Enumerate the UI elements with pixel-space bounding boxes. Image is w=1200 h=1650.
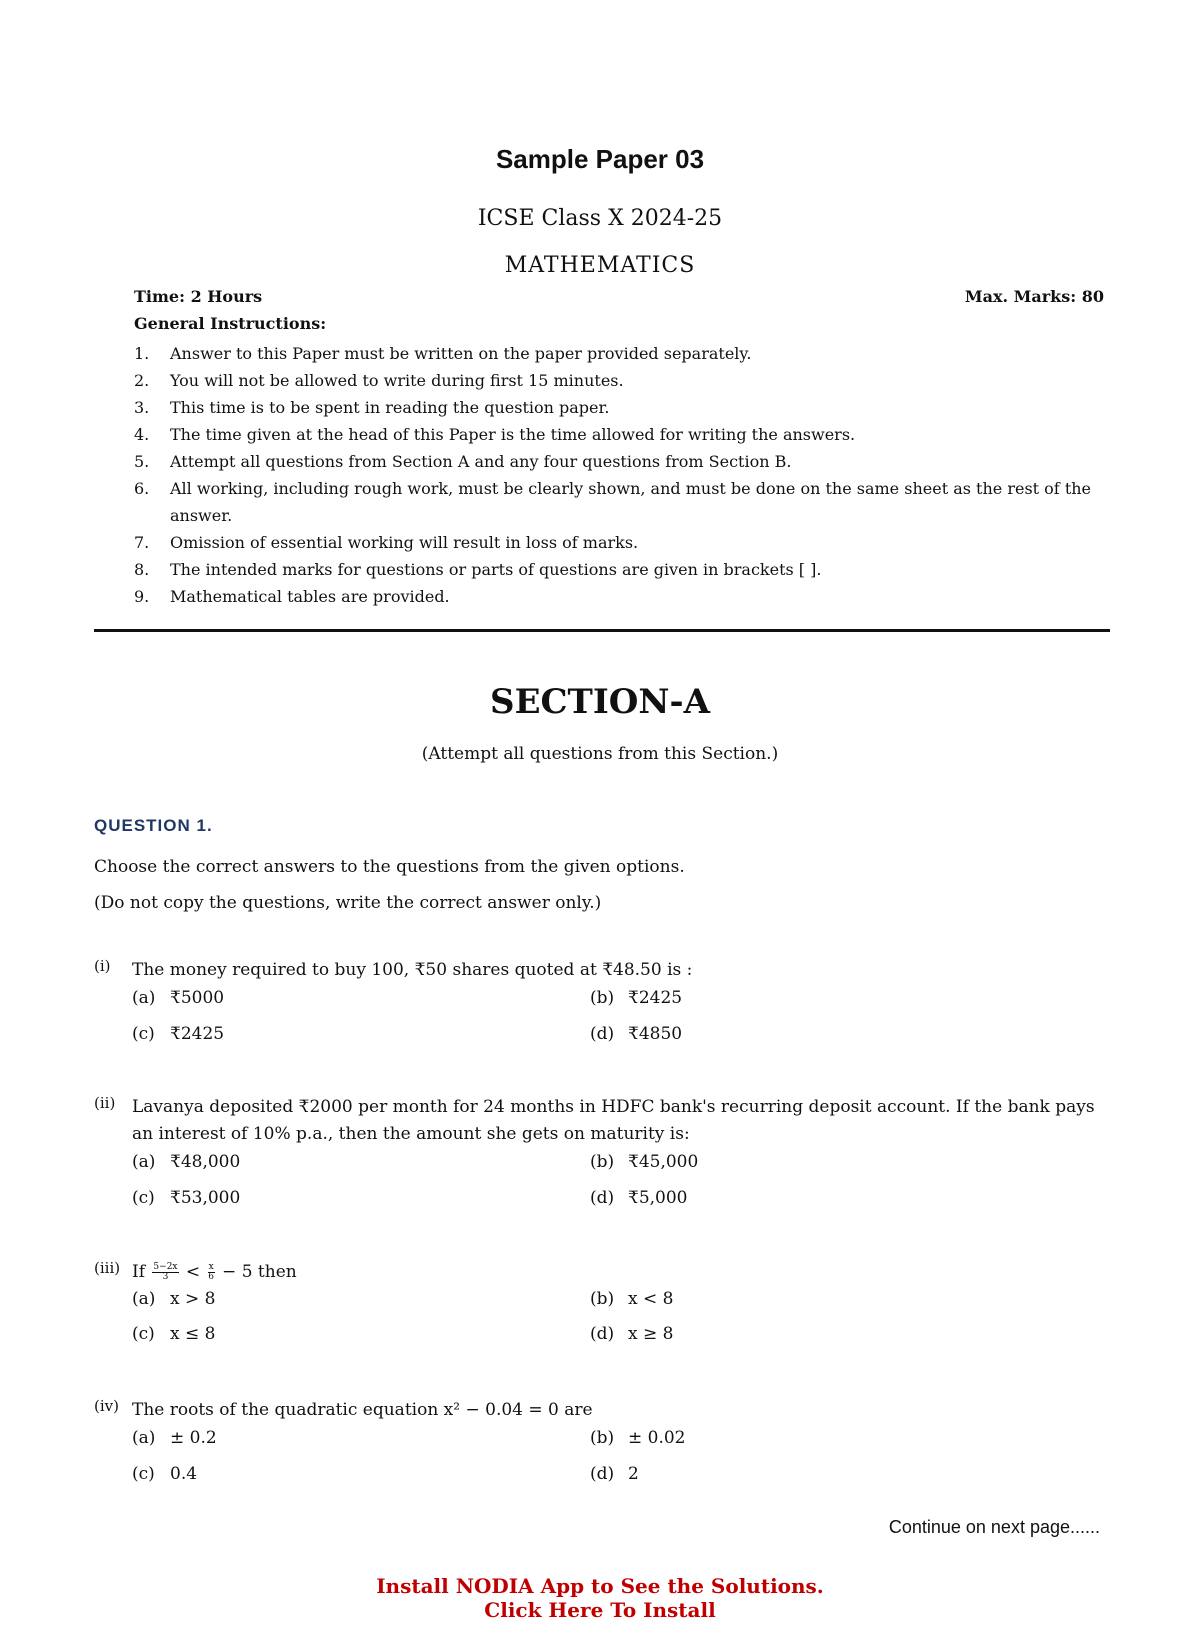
instruction-item xyxy=(134,340,1114,367)
stem-suffix: − 5 then xyxy=(222,1262,297,1282)
instructions-list xyxy=(134,340,1114,610)
instruction-number: 1. xyxy=(134,344,150,363)
option-label: (c) xyxy=(132,1324,155,1344)
option-text: ₹45,000 xyxy=(628,1152,699,1172)
max-marks-label: Max. Marks: 80 xyxy=(964,287,1104,306)
instruction-text: You will not be allowed to write during first 15 minutes. xyxy=(170,371,624,390)
option-label: (a) xyxy=(132,1289,156,1309)
option-label: (a) xyxy=(132,1152,156,1172)
instruction-text: The time given at the head of this Paper is the time allowed for writing the answers. xyxy=(170,425,856,444)
instruction-text: Answer to this Paper must be written on the paper provided separately. xyxy=(170,344,752,363)
paper-subtitle: ICSE Class X 2024-25 xyxy=(477,206,723,231)
option-label: (d) xyxy=(590,1324,615,1344)
option xyxy=(590,1152,698,1172)
fraction xyxy=(152,1263,178,1282)
fraction-numerator: 5−2x xyxy=(153,1262,178,1272)
section-divider xyxy=(94,629,1110,632)
option xyxy=(590,1289,673,1309)
instruction-item xyxy=(134,556,1114,583)
fraction-denominator: 3 xyxy=(162,1272,169,1282)
option-text: ± 0.02 xyxy=(628,1428,686,1448)
option-text: ₹48,000 xyxy=(170,1152,241,1172)
option xyxy=(132,988,224,1008)
click-to-install-link[interactable]: Click Here To Install xyxy=(484,1598,716,1622)
option xyxy=(590,1188,687,1208)
option xyxy=(590,1464,639,1484)
instruction-item xyxy=(134,475,1114,529)
option xyxy=(132,1464,197,1484)
option-label: (d) xyxy=(590,1188,615,1208)
option xyxy=(132,1024,224,1044)
fraction-denominator: 6 xyxy=(208,1272,214,1282)
instruction-text: Attempt all questions from Section A and any four questions from Section B. xyxy=(170,452,792,471)
instruction-item xyxy=(134,583,1114,610)
subject-heading: MATHEMATICS xyxy=(504,253,696,278)
option-label: (b) xyxy=(590,988,615,1008)
option-label: (a) xyxy=(132,1428,156,1448)
option-text: 2 xyxy=(628,1464,639,1484)
option xyxy=(132,1188,240,1208)
item-stem: The roots of the quadratic equation x² − 0.04 = 0 are xyxy=(132,1400,593,1420)
option-text: x > 8 xyxy=(170,1289,216,1309)
option-label: (c) xyxy=(132,1464,155,1484)
option-label: (d) xyxy=(590,1024,615,1044)
option-label: (c) xyxy=(132,1188,155,1208)
instruction-item xyxy=(134,394,1114,421)
option-label: (a) xyxy=(132,988,156,1008)
option xyxy=(132,1152,240,1172)
instruction-text: Omission of essential working will result in loss of marks. xyxy=(170,533,639,552)
continue-note: Continue on next page...... xyxy=(888,1517,1100,1537)
option-text: ₹5000 xyxy=(170,988,225,1008)
option xyxy=(132,1428,217,1448)
time-label: Time: 2 Hours xyxy=(134,287,263,306)
instruction-item xyxy=(134,367,1114,394)
item-label: (iv) xyxy=(94,1397,119,1415)
paper-meta-row xyxy=(134,287,1104,306)
item-label: (i) xyxy=(94,957,111,975)
instruction-item xyxy=(134,529,1114,556)
fraction-numerator: x xyxy=(208,1262,214,1272)
option xyxy=(590,1024,682,1044)
item-stem: The money required to buy 100, ₹50 shares quoted at ₹48.50 is : xyxy=(132,960,693,980)
fraction xyxy=(208,1263,215,1282)
instruction-number: 8. xyxy=(134,560,150,579)
option-text: ₹4850 xyxy=(628,1024,683,1044)
option xyxy=(590,1428,686,1448)
paper-title: Sample Paper 03 xyxy=(495,144,705,174)
instruction-number: 5. xyxy=(134,452,150,471)
option-text: ₹2425 xyxy=(170,1024,225,1044)
option-label: (c) xyxy=(132,1024,155,1044)
option-label: (b) xyxy=(590,1152,615,1172)
question-heading: QUESTION 1. xyxy=(94,816,213,835)
option xyxy=(590,1324,673,1344)
instructions-heading: General Instructions: xyxy=(134,314,327,333)
option-text: x ≥ 8 xyxy=(628,1324,674,1344)
option-label: (d) xyxy=(590,1464,615,1484)
instruction-text: Mathematical tables are provided. xyxy=(170,587,450,606)
item-label: (ii) xyxy=(94,1094,116,1112)
option-label: (b) xyxy=(590,1428,615,1448)
option xyxy=(590,988,682,1008)
item-stem xyxy=(132,1259,1108,1286)
option-label: (b) xyxy=(590,1289,615,1309)
instruction-item xyxy=(134,448,1114,475)
question-instruction: (Do not copy the questions, write the correct answer only.) xyxy=(94,893,602,913)
option-text: ₹5,000 xyxy=(628,1188,688,1208)
option xyxy=(132,1289,215,1309)
option-text: x ≤ 8 xyxy=(170,1324,216,1344)
option-text: ± 0.2 xyxy=(170,1428,217,1448)
item-stem: Lavanya deposited ₹2000 per month for 24 months in HDFC bank's recurring deposit account. If the bank pays an interest of 10% p.a., then the amount she gets on maturity is: xyxy=(132,1097,1095,1144)
stem-operator: < xyxy=(185,1262,201,1282)
option-text: x < 8 xyxy=(628,1289,674,1309)
instruction-number: 7. xyxy=(134,533,150,552)
section-title: SECTION-A xyxy=(490,682,710,722)
instruction-number: 4. xyxy=(134,425,150,444)
question-instruction: Choose the correct answers to the questions from the given options. xyxy=(94,857,685,877)
option-text: ₹2425 xyxy=(628,988,683,1008)
item-label: (iii) xyxy=(94,1259,121,1277)
stem-prefix: If xyxy=(132,1262,146,1282)
instruction-text: All working, including rough work, must be clearly shown, and must be done on the same sheet as the rest of the answer. xyxy=(170,479,1092,525)
instruction-text: The intended marks for questions or parts of questions are given in brackets [ ]. xyxy=(170,560,822,579)
option-text: 0.4 xyxy=(170,1464,198,1484)
instruction-number: 9. xyxy=(134,587,150,606)
option xyxy=(132,1324,215,1344)
instruction-number: 2. xyxy=(134,371,150,390)
instruction-number: 6. xyxy=(134,479,150,498)
option-text: ₹53,000 xyxy=(170,1188,241,1208)
instruction-number: 3. xyxy=(134,398,150,417)
instruction-text: This time is to be spent in reading the question paper. xyxy=(170,398,610,417)
instruction-item xyxy=(134,421,1114,448)
section-note: (Attempt all questions from this Section.) xyxy=(421,744,779,764)
install-app-link[interactable]: Install NODIA App to See the Solutions. xyxy=(376,1574,824,1598)
